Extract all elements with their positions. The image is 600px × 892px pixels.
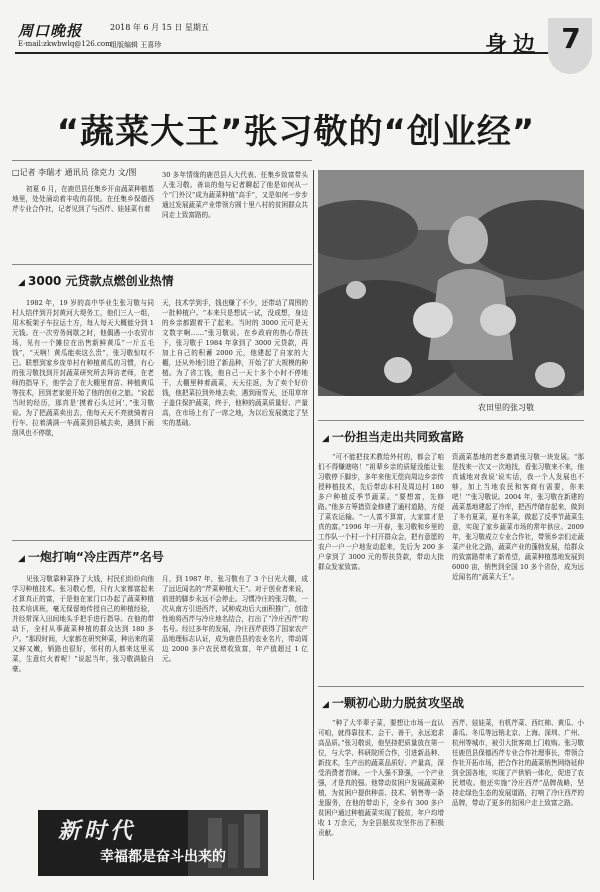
section-3-title: ◢ 一炮打响“冷庄西芹”名号 <box>18 550 164 564</box>
layout-editor: 组版编辑 王喜珍 <box>110 41 162 49</box>
section-4-text-1: “种了大半辈子菜，要想让市场一直认可咱，就得靠技术、会干、善干，永远追求高品质。”张习敬说，他坚持把质量放在第一位，与大学、科研院所合作，引进新品种、新技术，生产出的蔬菜品质好、产量高，深受消费者青睐。一个人强不算强，一个产业强，才是真的强。他带动贫困户发展蔬菜种植，为贫困户提供种苗、技术、销售等一条龙服务，在他的带动下，全乡有 300 多户贫困户通过种植蔬菜实现了脱贫，年户均增收 1 万余元，为全县脱贫攻坚作出了积极贡献。 <box>318 719 444 837</box>
section-2-title: ◢ 一份担当走出共同致富路 <box>322 430 465 444</box>
section-4-column-1 <box>318 718 444 886</box>
masthead <box>0 0 600 72</box>
banner-slogan: 幸福都是奋斗出来的 <box>100 849 226 865</box>
section-1-column-1 <box>12 298 154 536</box>
section-3-column-2 <box>162 574 308 798</box>
section-2-column-1 <box>318 452 444 666</box>
section-3-text-1: 见张习敬靠种菜挣了大钱，村民们纷纷向他学习种植技术。张习敬心想，只有大家都富起来才算真正的富，于是他在家门口办起了蔬菜种植技术培训班，毫无保留地传授自己的种植经验，并经常深入田间地头手把手进行指导。在他的带动下，全村从事蔬菜种植的群众达到 180 多户。“那段时间，大家都在研究种菜，种出来的菜又鲜又嫩，销路也很好，邻村的人都来这里买菜，生意红火着呢！”说起当年，张习敬满脸自豪。 <box>12 575 154 673</box>
farmer-photo <box>318 170 584 396</box>
intro-text-right: 30 多年情缘的鹿邑县人大代表、任集乡致富带头人张习敬。善谈的他与记者聊起了他是如何从一个“门外汉”成为蔬菜种植“高手”，又是如何一步步通过发展蔬菜产业带领方圆十里八村的贫困群众共同走上致富路的。 <box>162 171 308 219</box>
section-3-divider <box>12 540 312 541</box>
banner-title: 新时代 <box>58 818 137 844</box>
intro-text-left: 初夏 6 月，在鹿邑县任集乡开亩蔬菜种植基地里，处处涌动着丰收的喜悦。在任集乡保德西芹专业合作社，记者见到了与西芹、娃娃菜有着 <box>12 185 154 213</box>
section-3-column-1 <box>12 574 154 798</box>
section-name: 身边 <box>485 32 542 58</box>
intro-column-right <box>162 170 308 254</box>
intro-column-left <box>12 184 154 254</box>
section-1-text-2: 天，技术学到手，钱也赚了不少，还带动了周围的一批种植户。“本来只是想试一试，没成想，身边的乡亲都跟着干了起来。当时的 3000 元可是天文数字啊……”张习敬说。在乡政府的热心帮扶下，张习敬于 1984 年拿到了 3000 元贷款，再加上自己的积蓄 2000 元，他建起了自家的大棚，还从外地引进了新品种，开始了扩大规模的种植。为了省工钱，他自己一天十多个小时不停地干，大棚里种着蔬菜，天天往返，为了卖个好价钱，他把菜拉到外地去卖，遇到雨雪天，还用草帘子盖住保护蔬菜，终于，他种的蔬菜质量好、产量高，在市场上有了一席之地，为以后发展奠定了坚实的基础。 <box>162 299 308 427</box>
section-2-divider <box>318 420 584 421</box>
section-4-column-2 <box>452 718 584 886</box>
section-1-divider <box>12 264 312 265</box>
contact-email: E-mail:zkwbwlq@126.com <box>18 40 112 48</box>
section-2-text-3: 资蔬菜基地的老乡邀请张习敬一块发展。“那是找来一次又一次地找，看张习敬来不来，他真诚地对我说‘说实话，我一个人发展也不够，加上当地农民和客商有需要，你来吧！’”张习敬说。2004 年，张习敬在新建的蔬菜基地建起了冷库，把西芹储存起来，做到了冬有夏菜，夏有冬菜，做起了反季节蔬菜生意，实现了家乡蔬菜市场的常年供应。2009 年，张习敬成立专业合作社，带领乡亲们走蔬菜产业化之路，蔬菜产业的蓬勃发展，给群众的致富路带来了新希望，蔬菜种植基地发展到 6000 亩，销售到全国 10 多个省份，成为远近闻名的“蔬菜大王”。 <box>452 453 584 581</box>
section-4-divider <box>318 686 584 687</box>
photo-illustration <box>318 170 584 396</box>
section-4-title: ◢ 一颗初心助力脱贫攻坚战 <box>322 696 465 710</box>
column-rule <box>313 170 314 880</box>
page-number: 7 <box>561 22 581 55</box>
section-1-title: ◢ 3000 元贷款点燃创业热情 <box>18 274 174 288</box>
issue-date: 2018 年 6 月 15 日 星期五 <box>110 23 209 32</box>
section-1-text-1: 1982 年，19 岁的高中毕业生张习敬与同村人结伴到开封黄河大堤务工，他们三人一组，用木板架子车拉运土方，每人每天大概能分到 1 元钱。在一次劳务间歇之时，他偶遇一小农贸市场，见有一个摊位在出售新鲜黄瓜“一斤五毛钱”，“天啊！黄瓜能卖这么贵”，张习敬惊叹不已。联想到家乡庞单村有种植黄瓜的习惯，有心的张习敬找到开封蔬菜研究所去拜访老师，在老师的指导下，他学会了在大棚里育苗、种植黄瓜等技术，回到老家便开始了他的创业之旅。“说起当时的经历，那真是‘摸着石头过河’，”张习敬说。为了把蔬菜卖出去，他每天天不亮就骑着自行车、拉着满满一车蔬菜到县城去卖，遇到下雨刮风也不停歇， <box>12 299 154 437</box>
page-headline: “蔬菜大王”张习敬的“创业经” <box>56 112 536 152</box>
paper-name: 周口晚报 <box>18 22 83 40</box>
section-1-column-2 <box>162 298 308 536</box>
section-3-text-2: 月，到 1987 年，张习敬有了 3 个日光大棚，成了远近闻名的“芹菜种植大王”。对于创业者来说，前进的脚步永远不会停止。习惯冷庄的张习敬，一次从南方引进西芹，试种成功后大面积推广，创造性地将西芹与冷庄地名结合，打出了“冷庄西芹”的名号。经过多年的发展，冷庄西芹获得了国家农产品地理标志认证，成为鹿邑县的农业名片，带动周边 2000 多户农民增收致富，年产值超过 1 亿元。 <box>162 575 308 663</box>
section-2-column-3 <box>452 452 584 680</box>
headline-divider <box>12 160 312 161</box>
photo-caption: 农田里的张习敬 <box>478 403 534 412</box>
byline: □记者 李瑞才 通讯员 徐克力 文/图 <box>12 168 137 177</box>
section-2-text-1: “可不能把技术教给外村的，都会了咱们不得赚瞎咯！”祖辈乡亲的质疑没能让张习敬停下脚步，多年来他无偿向周边乡亲传授种植技术，先后带动本村及周边村 180 多户种植反季节蔬菜。“要想富，先修路。”他多方筹措资金修建了通村道路，方便了菜农运输。“一人富不算富，大家富才是真的富。”1996 年一开春，张习敬和乡里的工作队一个村一个村开群众会，把有意愿的农户一户一户地发动起来，先后为 200 多户拿到了 3000 元的帮扶贷款，带动大批群众发家致富。 <box>318 453 444 571</box>
section-4-text-2: 西芹、娃娃菜，有机芹菜、西红柿、黄瓜、小番瓜、冬瓜等远销北京、上海、深圳、广州、杭州等城市，被引大批客商上门收购。张习敬任鹿邑县保德西芹专业合作社理事长，带领合作社开拓市场，把合作社的蔬菜销售网络延伸到全国各地，实现了产供销一体化，促进了农民增收。他还实施“冷庄西芹”品牌战略，坚持走绿色生态的发展道路，打响了冷庄西芹的品牌，带动了更多的贫困户走上致富之路。 <box>452 719 584 807</box>
